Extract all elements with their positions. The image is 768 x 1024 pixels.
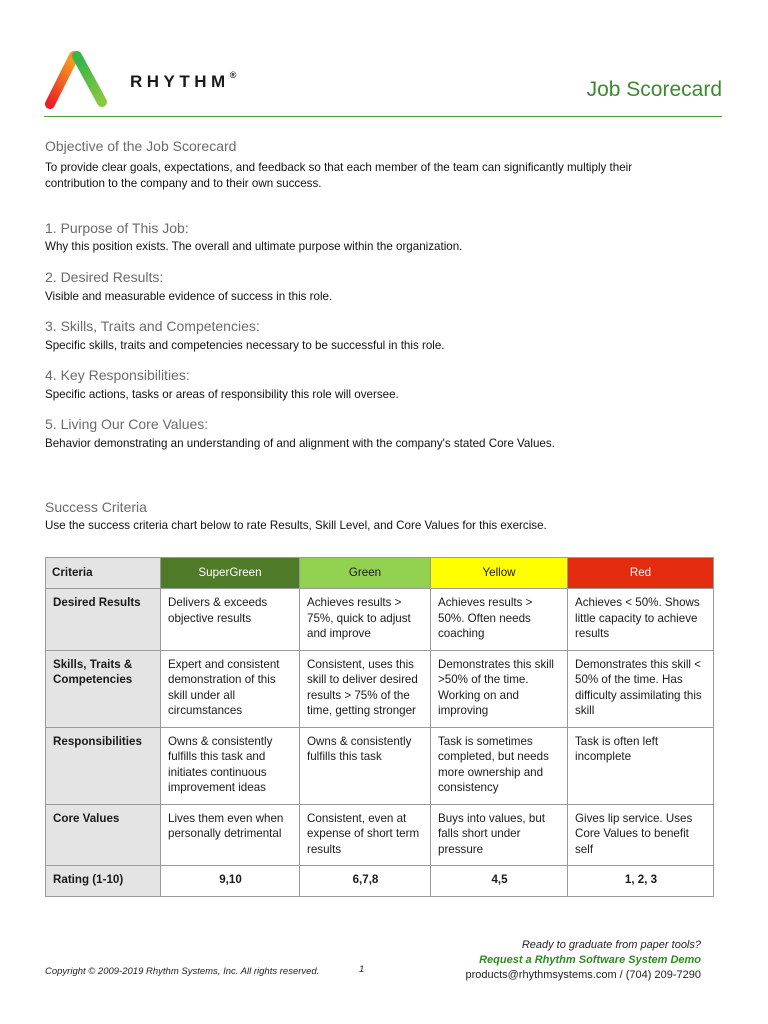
header-red: Red bbox=[568, 558, 714, 589]
header-green: Green bbox=[300, 558, 431, 589]
table-header-row bbox=[46, 558, 714, 589]
footer-cta bbox=[465, 938, 701, 983]
success-criteria-heading: Success Criteria bbox=[45, 499, 147, 515]
success-criteria-text: Use the success criteria chart below to rate Results, Skill Level, and Core Values for this exercise. bbox=[45, 519, 547, 532]
row-label-responsibilities: Responsibilities bbox=[46, 727, 161, 804]
table-cell: Expert and consistent demonstration of this skill under all circumstances bbox=[161, 650, 300, 727]
section-responsibilities-text: Specific actions, tasks or areas of responsibility this role will oversee. bbox=[45, 388, 399, 401]
table-cell: Consistent, even at expense of short term results bbox=[300, 804, 431, 866]
section-purpose-heading: 1. Purpose of This Job: bbox=[45, 220, 189, 236]
header-supergreen: SuperGreen bbox=[161, 558, 300, 589]
table-cell: Owns & consistently fulfills this task and initiates continuous improvement ideas bbox=[161, 727, 300, 804]
header-yellow: Yellow bbox=[431, 558, 568, 589]
table-row bbox=[46, 650, 714, 727]
demo-request-link[interactable]: Request a Rhythm Software System Demo bbox=[479, 954, 701, 966]
table-cell: Consistent, uses this skill to deliver desired results > 75% of the time, getting stronger bbox=[300, 650, 431, 727]
cta-prompt: Ready to graduate from paper tools? bbox=[521, 939, 701, 951]
table-cell: Lives them even when personally detrimental bbox=[161, 804, 300, 866]
rating-cell: 4,5 bbox=[431, 866, 568, 897]
rating-cell: 1, 2, 3 bbox=[568, 866, 714, 897]
table-cell: Buys into values, but falls short under pressure bbox=[431, 804, 568, 866]
table-cell: Owns & consistently fulfills this task bbox=[300, 727, 431, 804]
table-row bbox=[46, 589, 714, 651]
section-responsibilities-heading: 4. Key Responsibilities: bbox=[45, 367, 190, 383]
table-cell: Achieves < 50%. Shows little capacity to achieve results bbox=[568, 589, 714, 651]
page-number: 1 bbox=[359, 964, 365, 975]
table-cell: Task is sometimes completed, but needs more ownership and consistency bbox=[431, 727, 568, 804]
table-cell: Achieves results > 75%, quick to adjust and improve bbox=[300, 589, 431, 651]
table-cell: Demonstrates this skill >50% of the time. Working on and improving bbox=[431, 650, 568, 727]
contact-info[interactable]: products@rhythmsystems.com / (704) 209-7290 bbox=[465, 969, 701, 981]
row-label-core-values: Core Values bbox=[46, 804, 161, 866]
section-results-heading: 2. Desired Results: bbox=[45, 269, 164, 285]
rating-cell: 9,10 bbox=[161, 866, 300, 897]
page-header bbox=[44, 50, 722, 116]
objective-heading: Objective of the Job Scorecard bbox=[45, 138, 237, 154]
rating-cell: 6,7,8 bbox=[300, 866, 431, 897]
section-skills-heading: 3. Skills, Traits and Competencies: bbox=[45, 318, 260, 334]
row-label-skills: Skills, Traits & Competencies bbox=[46, 650, 161, 727]
triangle-logo-icon bbox=[44, 50, 110, 112]
table-cell: Demonstrates this skill < 50% of the time. Has difficulty assimilating this skill bbox=[568, 650, 714, 727]
brand-name: RHYTHM bbox=[130, 72, 230, 91]
success-criteria-table bbox=[45, 557, 714, 897]
row-label-rating: Rating (1-10) bbox=[46, 866, 161, 897]
header-divider bbox=[44, 116, 722, 117]
table-cell: Task is often left incomplete bbox=[568, 727, 714, 804]
section-results-text: Visible and measurable evidence of success in this role. bbox=[45, 290, 333, 303]
objective-text: To provide clear goals, expectations, and feedback so that each member of the team can significantly multiply their contribution to the company and to their own success. bbox=[45, 161, 633, 190]
copyright-text: Copyright © 2009-2019 Rhythm Systems, Inc. All rights reserved. bbox=[45, 966, 320, 977]
table-row-rating bbox=[46, 866, 714, 897]
table-cell: Achieves results > 50%. Often needs coaching bbox=[431, 589, 568, 651]
table-row bbox=[46, 804, 714, 866]
page-title: Job Scorecard bbox=[586, 78, 722, 101]
section-values-text: Behavior demonstrating an understanding of and alignment with the company's stated Core Values. bbox=[45, 437, 555, 450]
table-cell: Gives lip service. Uses Core Values to benefit self bbox=[568, 804, 714, 866]
header-criteria: Criteria bbox=[46, 558, 161, 589]
table-row bbox=[46, 727, 714, 804]
section-purpose-text: Why this position exists. The overall and ultimate purpose within the organization. bbox=[45, 240, 463, 253]
table-cell: Delivers & exceeds objective results bbox=[161, 589, 300, 651]
section-values-heading: 5. Living Our Core Values: bbox=[45, 416, 209, 432]
section-skills-text: Specific skills, traits and competencies necessary to be successful in this role. bbox=[45, 339, 445, 352]
row-label-desired-results: Desired Results bbox=[46, 589, 161, 651]
registered-mark: ® bbox=[229, 70, 237, 81]
brand-wordmark bbox=[130, 72, 236, 92]
